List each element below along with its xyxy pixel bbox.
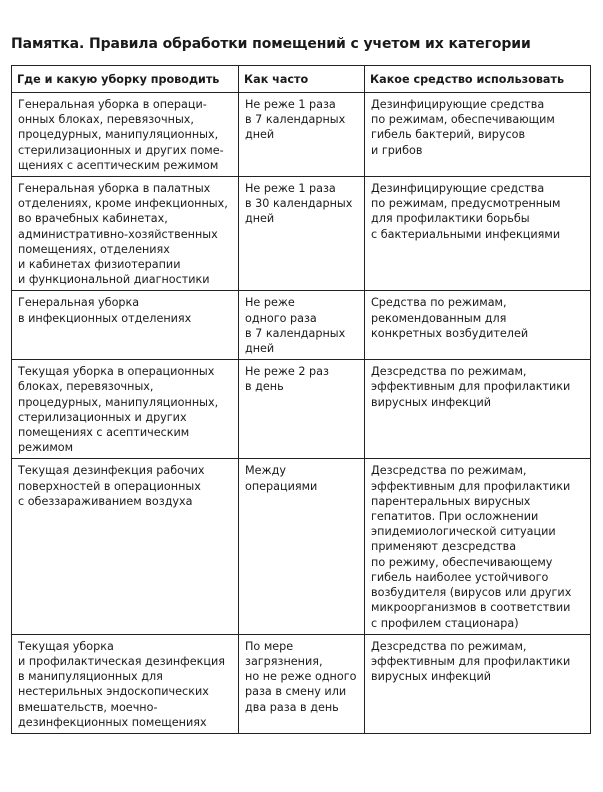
cell-what (365, 360, 591, 459)
table-row (12, 634, 591, 733)
table-header-row (12, 66, 591, 93)
cell-line: Не реже 1 раза (245, 182, 336, 196)
page-title: Памятка. Правила обработки помещений с учетом их категории (11, 36, 531, 52)
cell-line: щениях с асептическим режимом (18, 158, 219, 172)
cleaning-rules-table (11, 65, 591, 734)
cell-line: по режимам, предусмотренным (371, 197, 561, 211)
cell-what (365, 291, 591, 360)
cell-line: гибель наиболее устойчивого (371, 570, 549, 584)
cell-line: помещениях с асептическим (18, 426, 190, 440)
table-row (12, 459, 591, 634)
cell-line: загрязнения, (245, 654, 323, 668)
cell-where (12, 459, 239, 634)
cell-line: раза в смену или (245, 685, 347, 699)
cell-line: Дезинфицирующие средства (371, 182, 545, 196)
cell-line: эффективным для профилактики (371, 654, 571, 668)
cell-line: процедурных, манипуляционных, (18, 395, 219, 409)
cell-line: возбудителя (вирусов или других (371, 586, 572, 600)
cell-where (12, 360, 239, 459)
cell-line: и грибов (371, 143, 423, 157)
table-row (12, 291, 591, 360)
cell-line: Генеральная уборка в палатных (18, 182, 211, 196)
cell-line: онных блоках, перевязочных, (18, 113, 194, 127)
cell-how-often (239, 360, 365, 459)
cell-line: по режимам, обеспечивающим (371, 113, 555, 127)
cell-line: эффективным для профилактики (371, 380, 571, 394)
cell-how-often (239, 93, 365, 177)
cell-where (12, 177, 239, 291)
cell-line: дней (245, 128, 275, 142)
cell-line: блоках, перевязочных, (18, 380, 154, 394)
cell-line: нестерильных эндоскопических (18, 685, 209, 699)
cell-line: Текущая уборка (18, 639, 114, 653)
cell-line: дезинфекционных помещениях (18, 715, 207, 729)
cell-line: парентеральных вирусных (371, 494, 531, 508)
cell-line: Не реже 1 раза (245, 98, 336, 111)
cell-line: Генеральная уборка (18, 296, 140, 310)
header-what (365, 66, 591, 93)
cell-line: дней (245, 342, 275, 356)
cell-line: Генеральная уборка в операци- (18, 98, 207, 111)
cell-line: Не реже (245, 296, 295, 310)
cell-line: эпидемиологической ситуации (371, 525, 556, 539)
table-row (12, 93, 591, 177)
cell-where (12, 93, 239, 177)
cell-line: микроорганизмов в соответствии (371, 601, 571, 615)
cell-line: отделениях, кроме инфекционных, (18, 197, 228, 211)
table-row (12, 177, 591, 291)
cell-line: административно-хозяйственных (18, 227, 218, 241)
header-what-label: Какое средство использовать (370, 73, 565, 86)
cell-line: Не реже 2 раз (245, 365, 329, 379)
cell-line: одного раза (245, 311, 317, 325)
cell-line: в инфекционных отделениях (18, 311, 192, 325)
cell-line: Средства по режимам, (371, 296, 507, 310)
cell-line: применяют дезсредства (371, 540, 517, 554)
cell-line: гибель бактерий, вирусов (371, 128, 526, 142)
header-how-often (239, 66, 365, 93)
cell-line: с обеззараживанием воздуха (18, 494, 193, 508)
cell-line: вирусных инфекций (371, 670, 492, 684)
cell-line: стерилизационных и других (18, 410, 187, 424)
cell-line: в 7 календарных (245, 113, 346, 127)
cell-line: по режиму, обеспечивающему (371, 555, 553, 569)
table-row (12, 360, 591, 459)
cell-line: с бактериальными инфекциями (371, 227, 561, 241)
cell-line: во врачебных кабинетах, (18, 212, 168, 226)
cell-where (12, 634, 239, 733)
cell-line: помещениях, отделениях (18, 242, 170, 256)
cell-line: режимом (18, 441, 74, 455)
cell-line: Текущая уборка в операционных (18, 365, 215, 379)
cell-line: вмешательств, моечно- (18, 700, 158, 714)
cell-line: дней (245, 212, 275, 226)
cell-line: поверхностей в операционных (18, 479, 201, 493)
cell-how-often (239, 177, 365, 291)
cell-line: вирусных инфекций (371, 395, 492, 409)
cell-line: и кабинетах физиотерапии (18, 258, 181, 272)
cell-line: стерилизационных и других поме- (18, 143, 224, 157)
header-where (12, 66, 239, 93)
cell-line: в 30 календарных (245, 197, 353, 211)
cell-line: с профилем стационара) (371, 616, 519, 630)
cell-line: Дезсредства по режимам, (371, 365, 527, 379)
cell-line: Текущая дезинфекция рабочих (18, 464, 205, 478)
cell-what (365, 93, 591, 177)
header-how-often-label: Как часто (244, 73, 309, 86)
cell-line: и профилактическая дезинфекция (18, 654, 225, 668)
cell-line: но не реже одного (245, 670, 357, 684)
cell-what (365, 459, 591, 634)
cell-how-often (239, 634, 365, 733)
cell-how-often (239, 291, 365, 360)
cell-line: операциями (245, 479, 318, 493)
cell-line: два раза в день (245, 700, 339, 714)
cell-line: в день (245, 380, 284, 394)
header-where-label: Где и какую уборку проводить (17, 73, 220, 86)
cell-how-often (239, 459, 365, 634)
cell-line: процедурных, манипуляционных, (18, 128, 219, 142)
cell-line: Между (245, 464, 286, 478)
cell-line: для профилактики борьбы (371, 212, 530, 226)
cell-line: в 7 календарных (245, 326, 346, 340)
cell-line: конкретных возбудителей (371, 326, 529, 340)
cell-line: Дезсредства по режимам, (371, 639, 527, 653)
cell-where (12, 291, 239, 360)
cell-what (365, 177, 591, 291)
cell-line: Дезинфицирующие средства (371, 98, 545, 111)
cell-line: гепатитов. При осложнении (371, 510, 539, 524)
cell-line: эффективным для профилактики (371, 479, 571, 493)
cell-line: в манипуляционных для (18, 670, 163, 684)
cell-line: Дезсредства по режимам, (371, 464, 527, 478)
cell-line: рекомендованным для (371, 311, 507, 325)
cell-line: и функциональной диагностики (18, 273, 210, 287)
cell-line: По мере (245, 639, 294, 653)
cell-what (365, 634, 591, 733)
